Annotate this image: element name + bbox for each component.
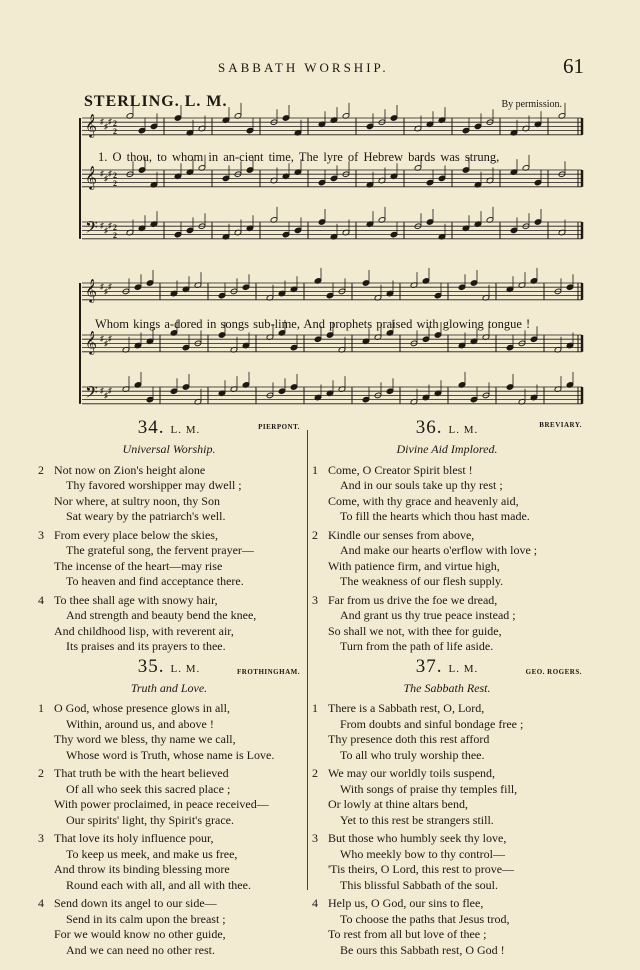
verse-line-text: With power proclaimed, in peace received— — [54, 797, 269, 811]
verse-line — [312, 639, 582, 655]
sharp-sign: ♯ — [100, 169, 104, 178]
hymn-number: 36. — [415, 417, 443, 438]
verse-line-text: With songs of praise thy temples fill, — [340, 781, 518, 796]
verse-line — [312, 494, 582, 510]
hymn-author: BREVIARY. — [539, 421, 582, 429]
sharp-sign: ♯ — [104, 226, 108, 235]
verse — [38, 528, 300, 590]
verse — [38, 701, 300, 763]
verse-line — [312, 782, 582, 798]
hymn-heading — [38, 417, 300, 440]
verse-line — [312, 813, 582, 829]
verse-line — [38, 831, 300, 847]
verse-line-text: Within, around us, and above ! — [66, 716, 214, 731]
verse — [312, 593, 582, 655]
verse-line-text: The weakness of our flesh supply. — [340, 574, 504, 588]
hymn-35 — [38, 655, 300, 959]
hymn-heading — [312, 417, 582, 440]
hymn-heading — [312, 655, 582, 679]
time-signature: 2 — [113, 171, 117, 180]
verse-line-text: Sat weary by the patriarch's well. — [66, 509, 226, 523]
hymn-number: 34. — [137, 417, 165, 438]
verse-number: 2 — [312, 766, 318, 780]
verse-line-text: For we would know no other guide, — [54, 927, 226, 941]
sharp-sign: ♯ — [104, 391, 108, 400]
verse-line — [312, 509, 582, 525]
verse-line — [312, 528, 582, 544]
verse-line-text: To thee shall age with snowy hair, — [54, 592, 218, 607]
verse-number: 4 — [38, 896, 44, 910]
tune-credit: By permission. — [501, 99, 562, 110]
verse-line — [38, 847, 300, 863]
verse-line — [38, 574, 300, 590]
verse-number: 2 — [38, 462, 44, 477]
hymn-subtitle: The Sabbath Rest. — [403, 680, 491, 695]
column-divider — [307, 430, 308, 890]
verse-line — [312, 896, 582, 912]
time-signature: 2 — [113, 127, 117, 136]
treble-clef: 𝄞 — [85, 332, 97, 354]
sharp-sign: ♯ — [104, 339, 108, 348]
sharp-sign: ♯ — [100, 221, 104, 230]
verse-line-text: To heaven and find acceptance there. — [66, 574, 244, 588]
verse-line — [312, 608, 582, 624]
hymn-number: 35. — [137, 655, 165, 677]
verse-line — [38, 813, 300, 829]
verse — [312, 831, 582, 893]
sharp-sign: ♯ — [100, 282, 104, 291]
verse-line-text: The grateful song, the fervent prayer— — [66, 543, 254, 557]
sharp-sign: ♯ — [104, 122, 108, 131]
hymn-subtitle: Divine Aid Implored. — [396, 442, 498, 456]
verse-line-text: And we can need no other rest. — [66, 942, 215, 957]
verse-line — [312, 478, 582, 494]
verse-line-text: The incense of the heart—may rise — [54, 558, 223, 573]
verse-line — [38, 543, 300, 559]
page-number: 61 — [563, 54, 584, 78]
verse-line — [38, 639, 300, 655]
verse-line-text: That love its holy influence pour, — [54, 831, 214, 845]
verse-line — [312, 831, 582, 847]
verse-line-text: This blissful Sabbath of the soul. — [340, 877, 498, 892]
bass-clef: 𝄢 — [85, 384, 98, 406]
sharp-sign: ♯ — [108, 117, 112, 126]
verse-line-text: From doubts and sinful bondage free ; — [340, 716, 524, 731]
verse-line — [38, 748, 300, 764]
verse-number: 3 — [38, 527, 44, 542]
sharp-sign: ♯ — [108, 334, 112, 343]
verse-line — [38, 943, 300, 959]
verse-line-text: Not now on Zion's height alone — [54, 462, 206, 477]
hymn-heading — [38, 655, 300, 679]
music-score — [0, 0, 640, 420]
time-signature: 2 — [113, 119, 117, 128]
verse-line — [312, 748, 582, 764]
verse-line — [312, 717, 582, 733]
verse — [312, 766, 582, 828]
verse-line-text: Send in its calm upon the breast ; — [66, 911, 226, 926]
sharp-sign: ♯ — [100, 117, 104, 126]
verse-line — [38, 463, 300, 479]
verse-line — [38, 797, 300, 813]
verse-number: 3 — [312, 831, 318, 845]
verse-line — [312, 943, 582, 959]
verse-line — [38, 896, 300, 912]
verse-line — [38, 528, 300, 544]
verse-line-text: Our spirits' light, thy Spirit's grace. — [66, 812, 234, 827]
verses — [38, 701, 300, 958]
bass-clef: 𝄢 — [85, 219, 98, 241]
verse-line — [38, 593, 300, 609]
verse-line — [312, 559, 582, 575]
sharp-sign: ♯ — [108, 221, 112, 230]
verse-line-text: To fill the hearts which thou hast made. — [340, 509, 530, 523]
hymn-37 — [312, 655, 582, 959]
sharp-sign: ♯ — [104, 287, 108, 296]
verse-line — [38, 701, 300, 717]
verse-line — [312, 847, 582, 863]
verse-line — [38, 912, 300, 928]
verse-line-text: And childhood lisp, with reverent air, — [54, 623, 234, 638]
verse-line-text: 'Tis theirs, O Lord, this rest to prove— — [328, 862, 515, 876]
verse-line-text: Thy word we bless, thy name we call, — [54, 732, 236, 746]
verse-line-text: Come, with thy grace and heavenly aid, — [328, 493, 519, 508]
verse — [312, 701, 582, 763]
hymn-meter: L. M. — [448, 424, 479, 436]
verse-line-text: Who meekly bow to thy control— — [340, 846, 505, 861]
verse-line — [38, 766, 300, 782]
verse-line-text: So shall we not, with thee for guide, — [328, 623, 502, 638]
verse-line-text: From every place below the skies, — [54, 527, 218, 542]
verse-line — [312, 701, 582, 717]
verse-line-text: And throw its binding blessing more — [54, 862, 230, 876]
sharp-sign: ♯ — [100, 334, 104, 343]
verse-line-text: To rest from all but love of thee ; — [328, 927, 487, 941]
tune-lyric-line-1: 1. O thou, to whom in an-cient time, The lyre of Hebrew bards was strung, — [98, 150, 500, 164]
verse-line-text: Send down its angel to our side— — [54, 896, 217, 910]
verse-line-text: We may our worldly toils suspend, — [328, 766, 496, 780]
verse-line — [312, 862, 582, 878]
verse-line — [312, 766, 582, 782]
verse-line-text: Of all who seek this sacred place ; — [66, 781, 231, 796]
verse-number: 3 — [38, 831, 44, 845]
tune-lyric-line-2: Whom kings a-dored in songs sub-lime, And prophets praised with glowing tongue ! — [95, 317, 531, 331]
verse-number: 4 — [312, 896, 318, 910]
verse-line-text: Thy favored worshipper may dwell ; — [66, 478, 242, 492]
verse-line — [312, 463, 582, 479]
verse — [312, 896, 582, 958]
verse-number: 2 — [38, 766, 44, 780]
hymn-author: FROTHINGHAM. — [237, 667, 300, 676]
verse-line — [38, 608, 300, 624]
verse-line-text: And make our hearts o'erflow with love ; — [340, 543, 538, 557]
verse — [38, 896, 300, 958]
verse-line — [38, 509, 300, 525]
verse-line — [312, 732, 582, 748]
verse-line-text: Whose word is Truth, whose name is Love. — [66, 747, 275, 762]
verse-line — [38, 878, 300, 894]
verse-line-text: Nor where, at sultry noon, thy Son — [54, 493, 220, 508]
sharp-sign: ♯ — [100, 386, 104, 395]
verse-line-text: Be ours this Sabbath rest, O God ! — [340, 942, 505, 957]
verse-line-text: Come, O Creator Spirit blest ! — [328, 462, 473, 477]
verse-line — [38, 624, 300, 640]
verse — [312, 528, 582, 590]
verse-line-text: Its praises and its prayers to thee. — [66, 639, 226, 653]
treble-clef: 𝄞 — [85, 115, 97, 137]
right-column — [312, 417, 582, 961]
verse-line-text: And grant us thy true peace instead ; — [340, 608, 516, 622]
sharp-sign: ♯ — [108, 386, 112, 395]
verse-line — [312, 927, 582, 943]
verse-line-text: Help us, O God, our sins to flee, — [328, 896, 484, 910]
verse — [38, 831, 300, 893]
running-head: SABBATH WORSHIP. — [218, 60, 389, 75]
verse-line-text: O God, whose presence glows in all, — [54, 701, 230, 715]
sharp-sign: ♯ — [108, 282, 112, 291]
left-column — [38, 417, 300, 961]
verse-line-text: With patience firm, and virtue high, — [328, 558, 500, 573]
verse-line-text: Or lowly at thine altars bend, — [328, 797, 468, 811]
verse-line-text: There is a Sabbath rest, O, Lord, — [328, 701, 485, 715]
verse-number: 1 — [312, 462, 318, 477]
verse-line — [38, 732, 300, 748]
verse-line — [38, 559, 300, 575]
verse-number: 2 — [312, 527, 318, 542]
hymn-meter: L. M. — [448, 662, 479, 675]
tune-title: STERLING. L. M. — [84, 93, 228, 110]
verse-line — [38, 717, 300, 733]
verse-line-text: Far from us drive the foe we dread, — [328, 592, 498, 607]
verse-line-text: But those who humbly seek thy love, — [328, 831, 507, 845]
verse-line-text: To choose the paths that Jesus trod, — [340, 911, 510, 926]
verse-line-text: That truth be with the heart believed — [54, 766, 229, 780]
hymn-34 — [38, 417, 300, 655]
verse-number: 4 — [38, 592, 44, 607]
verse-line — [312, 574, 582, 590]
verse-line-text: To all who truly worship thee. — [340, 747, 485, 762]
verse — [38, 593, 300, 655]
verse — [312, 463, 582, 525]
treble-clef: 𝄞 — [85, 167, 97, 189]
hymn-number: 37. — [415, 655, 443, 677]
verse-line-text: To keep us meek, and make us free, — [66, 846, 238, 861]
verse-number: 1 — [312, 701, 318, 715]
verse-number: 1 — [38, 701, 44, 715]
hymn-36 — [312, 417, 582, 655]
verse-line — [312, 593, 582, 609]
verse-line — [312, 797, 582, 813]
verses — [312, 463, 582, 655]
sharp-sign: ♯ — [104, 174, 108, 183]
verse-line — [312, 912, 582, 928]
hymn-meter: L. M. — [170, 424, 201, 436]
verse-line — [312, 624, 582, 640]
verse-line-text: Yet to this rest be strangers still. — [340, 812, 494, 827]
verse-line — [38, 782, 300, 798]
verse-line — [38, 478, 300, 494]
hymn-author: GEO. ROGERS. — [525, 667, 582, 676]
verse-line — [312, 543, 582, 559]
verse-line-text: Thy presence doth this rest afford — [328, 732, 490, 746]
sharp-sign: ♯ — [108, 169, 112, 178]
verse-line-text: And in our souls take up thy rest ; — [340, 478, 503, 492]
verse — [38, 766, 300, 828]
treble-clef: 𝄞 — [85, 280, 97, 302]
verse-line — [38, 862, 300, 878]
verse-line — [38, 494, 300, 510]
verses — [38, 463, 300, 655]
hymn-author: PIERPONT. — [258, 423, 300, 431]
hymn-subtitle: Universal Worship. — [122, 442, 216, 456]
hymn-subtitle: Truth and Love. — [130, 680, 208, 695]
verses — [312, 701, 582, 958]
verse-number: 3 — [312, 592, 318, 607]
hymn-meter: L. M. — [170, 662, 201, 675]
verse-line-text: Turn from the path of life aside. — [340, 639, 494, 653]
verse-line-text: Kindle our senses from above, — [328, 527, 475, 542]
verse-line-text: And strength and beauty bend the knee, — [66, 608, 257, 622]
time-signature: 2 — [113, 231, 117, 240]
time-signature: 2 — [113, 223, 117, 232]
verse-line — [312, 878, 582, 894]
verse-line-text: Round each with all, and all with thee. — [66, 877, 251, 892]
verse-line — [38, 927, 300, 943]
verse — [38, 463, 300, 525]
time-signature: 2 — [113, 179, 117, 188]
